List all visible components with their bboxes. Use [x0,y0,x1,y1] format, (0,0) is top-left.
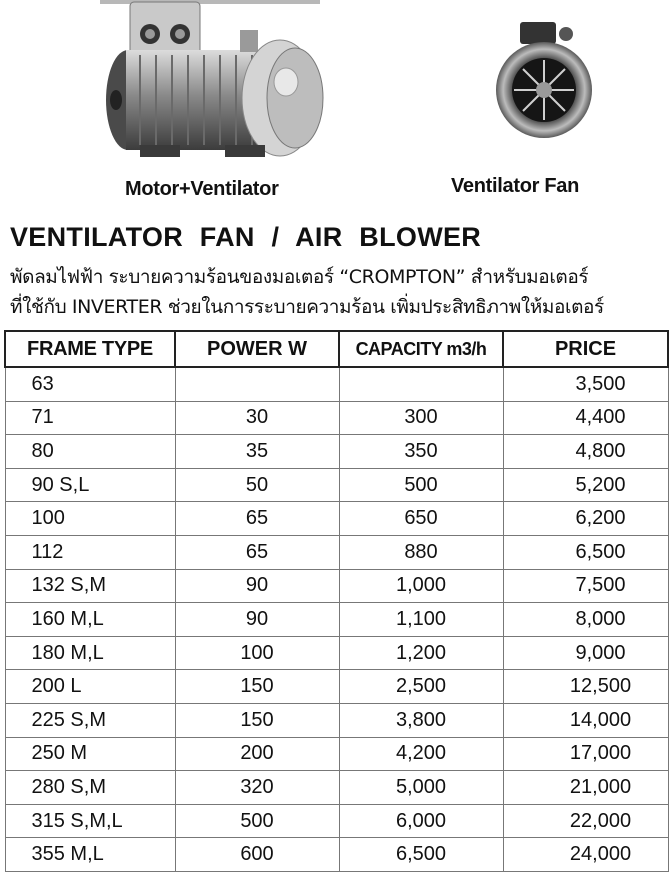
table-row [5,737,668,771]
cell-power: 30 [175,401,339,435]
caption-motor-ventilator: Motor+Ventilator [125,178,279,200]
table-row [5,771,668,805]
cell-price: 24,000 [503,838,668,872]
table-row [5,569,668,603]
table-row [5,670,668,704]
cell-capacity: 300 [339,401,503,435]
cell-power: 500 [175,804,339,838]
cell-power: 320 [175,771,339,805]
table-row [5,401,668,435]
header-capacity: CAPACITY m3/h [339,331,503,367]
cell-capacity: 1,100 [339,603,503,637]
cell-capacity: 5,000 [339,771,503,805]
spec-price-table [4,330,669,872]
table-row [5,703,668,737]
description-line-2: ที่ใช้กับ INVERTER ช่วยในการระบายความร้อน เพิ่มประสิทธิภาพให้มอเตอร์ [10,296,604,318]
cell-frame-type: 200 L [5,670,175,704]
cell-price: 21,000 [503,771,668,805]
cell-frame-type: 250 M [5,737,175,771]
cell-frame-type: 315 S,M,L [5,804,175,838]
cell-capacity: 650 [339,502,503,536]
cell-price: 6,500 [503,535,668,569]
cell-frame-type: 80 [5,435,175,469]
table-row [5,435,668,469]
cell-capacity: 880 [339,535,503,569]
cell-capacity: 3,800 [339,703,503,737]
table-row [5,838,668,872]
page-title: VENTILATOR FAN / AIR BLOWER [10,222,482,252]
cell-price: 6,200 [503,502,668,536]
cell-power: 65 [175,502,339,536]
cell-capacity [339,367,503,401]
cell-price: 14,000 [503,703,668,737]
cell-power [175,367,339,401]
cell-frame-type: 225 S,M [5,703,175,737]
table-row [5,603,668,637]
cell-price: 3,500 [503,367,668,401]
cell-price: 5,200 [503,468,668,502]
cell-frame-type: 280 S,M [5,771,175,805]
cell-price: 7,500 [503,569,668,603]
cell-power: 90 [175,569,339,603]
cell-price: 22,000 [503,804,668,838]
cell-power: 150 [175,703,339,737]
cell-capacity: 6,000 [339,804,503,838]
cell-capacity: 2,500 [339,670,503,704]
cell-capacity: 1,000 [339,569,503,603]
cell-frame-type: 112 [5,535,175,569]
cell-frame-type: 100 [5,502,175,536]
cell-frame-type: 90 S,L [5,468,175,502]
table-row [5,636,668,670]
ventilator-fan-image [496,22,592,138]
cell-price: 8,000 [503,603,668,637]
cell-power: 200 [175,737,339,771]
cell-frame-type: 180 M,L [5,636,175,670]
cell-price: 9,000 [503,636,668,670]
cell-power: 35 [175,435,339,469]
cell-power: 600 [175,838,339,872]
cell-frame-type: 63 [5,367,175,401]
table-row [5,502,668,536]
cell-price: 4,400 [503,401,668,435]
table-header-row [5,331,668,367]
cell-power: 65 [175,535,339,569]
cell-capacity: 4,200 [339,737,503,771]
header-price: PRICE [503,331,668,367]
table-row [5,804,668,838]
motor-ventilator-image [100,0,323,157]
header-frame-type: FRAME TYPE [5,331,175,367]
table-row [5,535,668,569]
cell-capacity: 6,500 [339,838,503,872]
cell-price: 12,500 [503,670,668,704]
cell-power: 90 [175,603,339,637]
cell-price: 17,000 [503,737,668,771]
cell-power: 50 [175,468,339,502]
cell-capacity: 350 [339,435,503,469]
cell-power: 150 [175,670,339,704]
cell-capacity: 500 [339,468,503,502]
table-row [5,468,668,502]
cell-frame-type: 132 S,M [5,569,175,603]
header-power: POWER W [175,331,339,367]
cell-frame-type: 355 M,L [5,838,175,872]
cell-price: 4,800 [503,435,668,469]
caption-ventilator-fan: Ventilator Fan [451,175,580,197]
table-row [5,367,668,401]
cell-frame-type: 160 M,L [5,603,175,637]
cell-power: 100 [175,636,339,670]
cell-capacity: 1,200 [339,636,503,670]
description-line-1: พัดลมไฟฟ้า ระบายความร้อนของมอเตอร์ “CROMPTON” สำหรับมอเตอร์ [10,266,589,288]
table-body [5,367,668,871]
cell-frame-type: 71 [5,401,175,435]
